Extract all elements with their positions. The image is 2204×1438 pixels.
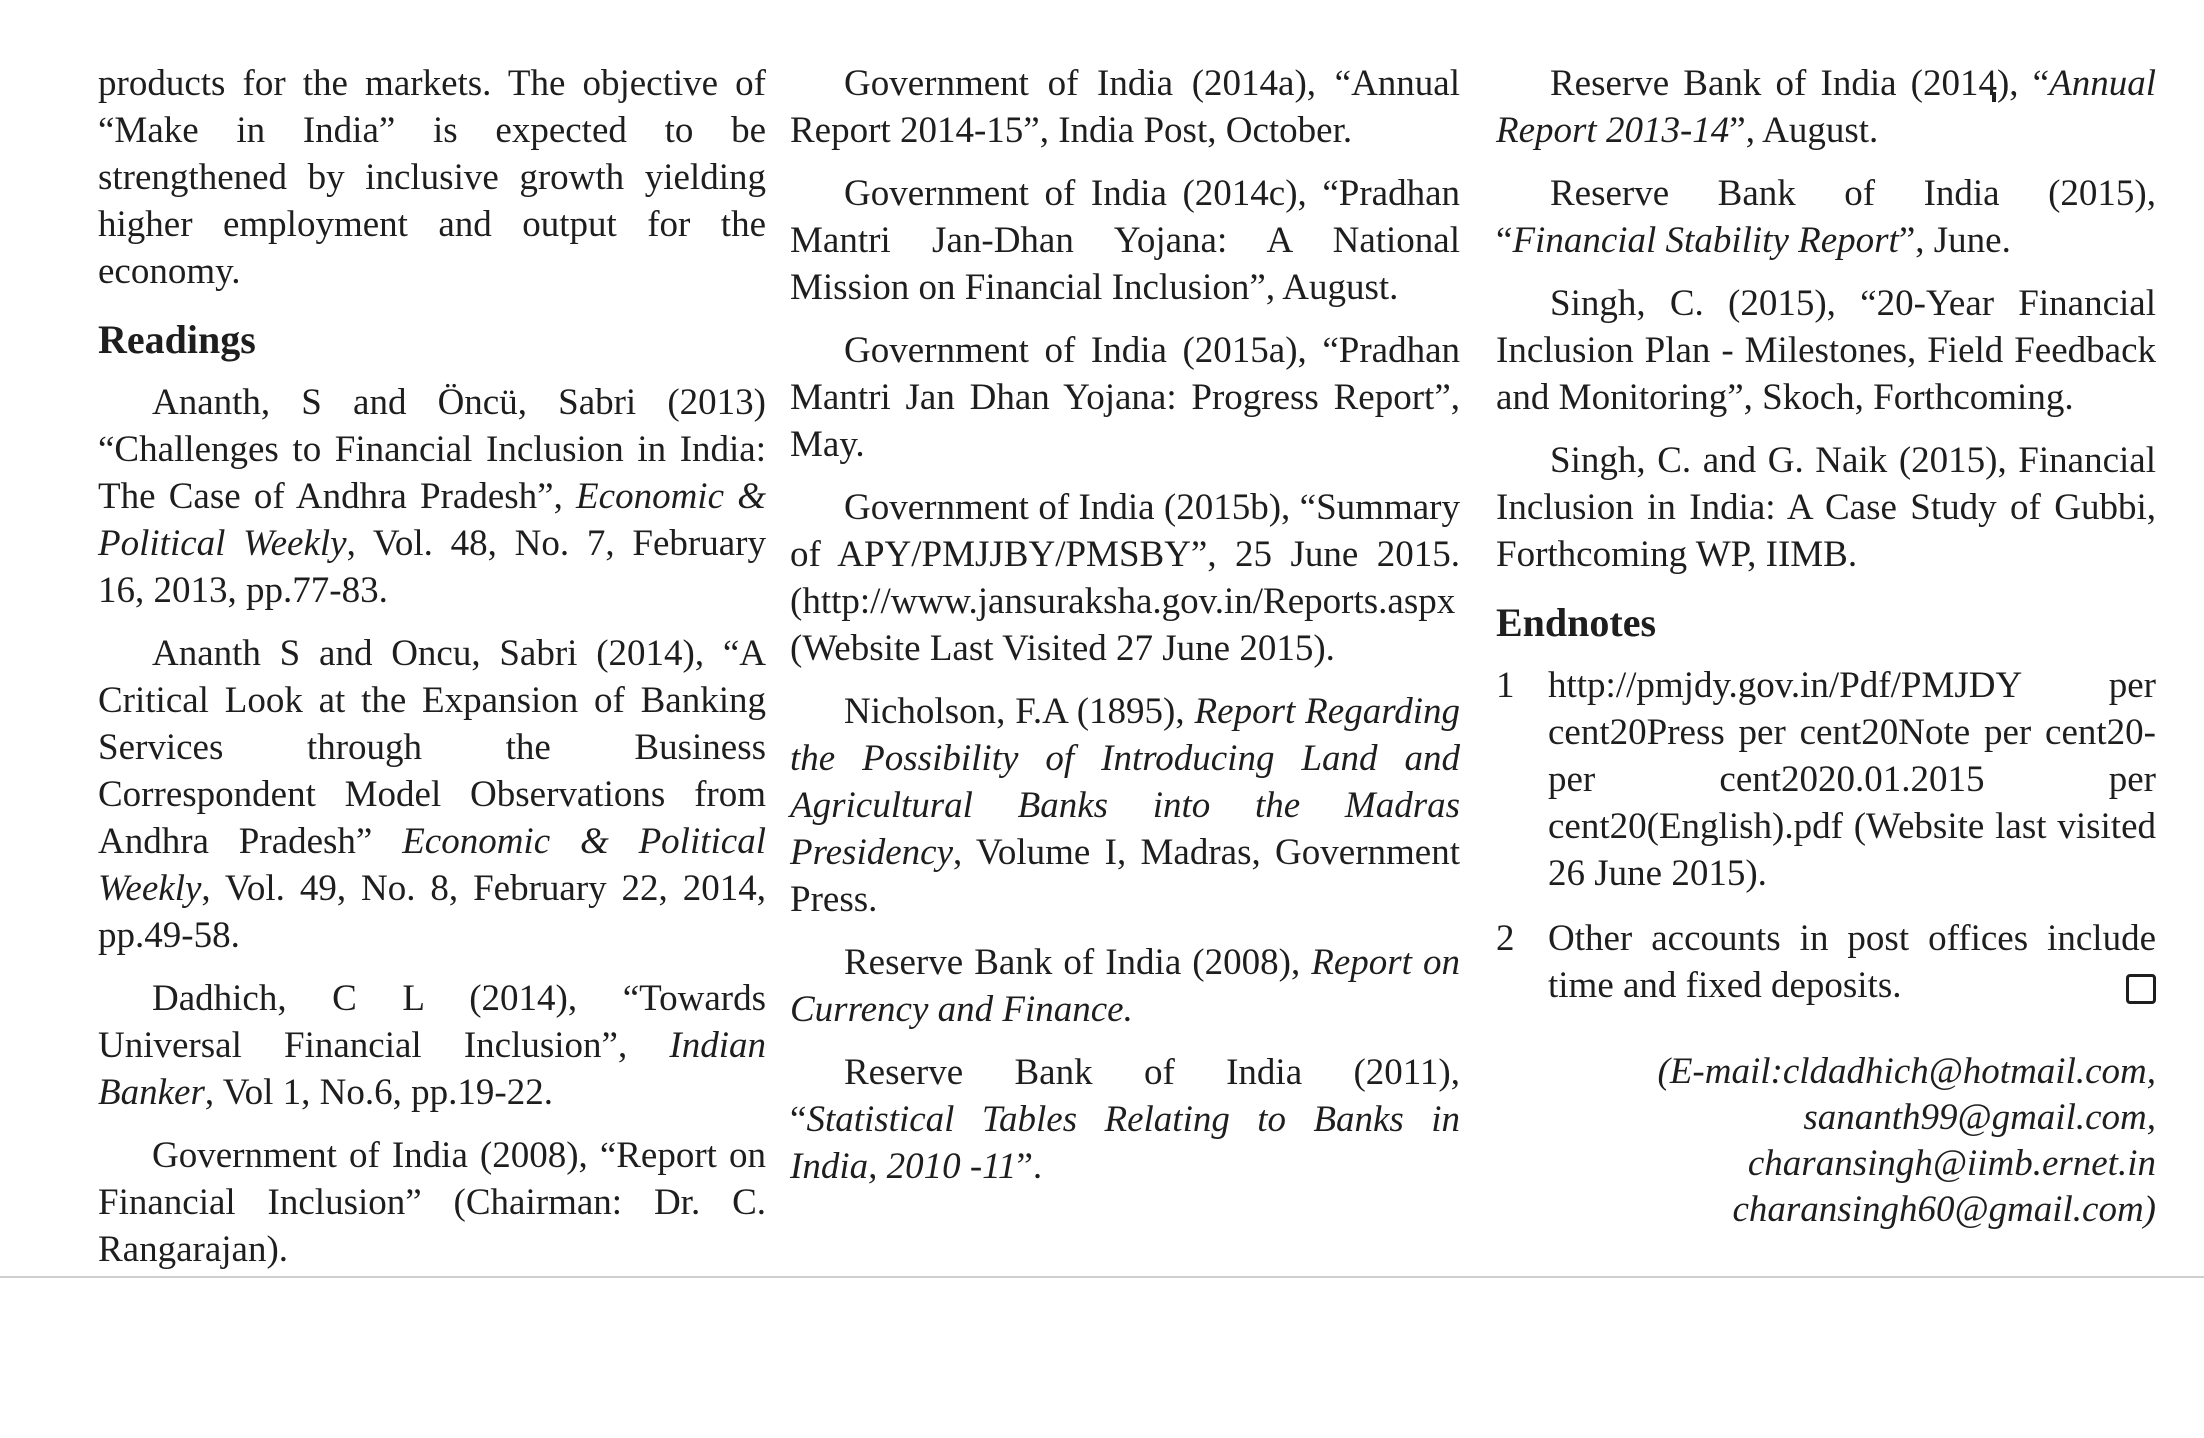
- endnote-item: [1496, 915, 2156, 1009]
- readings-heading: Readings: [98, 317, 256, 362]
- endnote-item: [1496, 662, 2156, 897]
- endnotes-heading: Endnotes: [1496, 600, 1657, 645]
- reference-item: Reserve Bank of India (2014), “Annual Report 2013-14”, August.: [1496, 63, 2156, 151]
- scan-edge-line: [0, 1276, 2204, 1278]
- email-line: (E-mail:cldadhich@hotmail.com,: [1657, 1051, 2156, 1092]
- reference-item: Dadhich, C L (2014), “Towards Universal Financial Inclusion”, Indian Banker, Vol 1, No.6, pp.19-22.: [98, 978, 766, 1113]
- endnote-text: Other accounts in post offices include time and fixed deposits.: [1548, 918, 2156, 1006]
- email-line: charansingh@iimb.ernet.in: [1747, 1143, 2156, 1184]
- endnote-number: 2: [1496, 918, 1515, 959]
- reference-item: Nicholson, F.A (1895), Report Regarding the Possibility of Introducing Land and Agricultural Banks into the Madras Presidency, Volume I, Madras, Government Press.: [790, 691, 1460, 920]
- email-line: sananth99@gmail.com,: [1803, 1097, 2156, 1138]
- column-2: [790, 60, 1460, 1206]
- author-emails: [1496, 1049, 2156, 1233]
- reference-item: Government of India (2015b), “Summary of APY/PMJJBY/PMSBY”, 25 June 2015. (http://www.jansuraksha.gov.in/Reports.aspx (Website Last Visited 27 June 2015).: [790, 487, 1460, 669]
- endnote-number: 1: [1496, 665, 1515, 706]
- reference-item: Ananth, S and Öncü, Sabri (2013) “Challenges to Financial Inclusion in India: The Case of Andhra Pradesh”, Economic & Political Weekly, Vol. 48, No. 7, February 16, 2013, pp.77-83.: [98, 382, 766, 611]
- endnote-text: http://pmjdy.gov.in/Pdf/PMJDY per cent20Press per cent20Note per cent20- per cent2020.01.2015 per cent20(English).pdf (Website last visited 26 June 2015).: [1548, 665, 2156, 894]
- end-of-article-box-icon: [2126, 974, 2156, 1004]
- column-1: [98, 60, 766, 1289]
- reference-item: Reserve Bank of India (2015), “Financial Stability Report”, June.: [1496, 173, 2156, 261]
- email-line: charansingh60@gmail.com): [1732, 1189, 2156, 1230]
- reference-item: Government of India (2008), “Report on Financial Inclusion” (Chairman: Dr. C. Rangarajan).: [98, 1135, 766, 1270]
- reference-item: Government of India (2014c), “Pradhan Mantri Jan-Dhan Yojana: A National Mission on Financial Inclusion”, August.: [790, 173, 1460, 308]
- column-3: [1496, 60, 2156, 1233]
- reference-item: Reserve Bank of India (2011), “Statistical Tables Relating to Banks in India, 2010 -11”.: [790, 1052, 1460, 1187]
- reference-item: Singh, C. and G. Naik (2015), Financial Inclusion in India: A Case Study of Gubbi, Forthcoming WP, IIMB.: [1496, 440, 2156, 575]
- reference-item: Reserve Bank of India (2008), Report on Currency and Finance.: [790, 942, 1460, 1030]
- reference-item: Singh, C. (2015), “20-Year Financial Inclusion Plan - Milestones, Field Feedback and Monitoring”, Skoch, Forthcoming.: [1496, 283, 2156, 418]
- reference-item: Government of India (2014a), “Annual Report 2014-15”, India Post, October.: [790, 63, 1460, 151]
- reference-item: Government of India (2015a), “Pradhan Mantri Jan Dhan Yojana: Progress Report”, May.: [790, 330, 1460, 465]
- reference-item: Ananth S and Oncu, Sabri (2014), “A Critical Look at the Expansion of Banking Services through the Business Correspondent Model Observations from Andhra Pradesh” Economic & Political Weekly, Vol. 49, No. 8, February 22, 2014, pp.49-58.: [98, 633, 766, 956]
- intro-paragraph: products for the markets. The objective of “Make in India” is expected to be strengthened by inclusive growth yielding higher employment and output for the economy.: [98, 63, 766, 292]
